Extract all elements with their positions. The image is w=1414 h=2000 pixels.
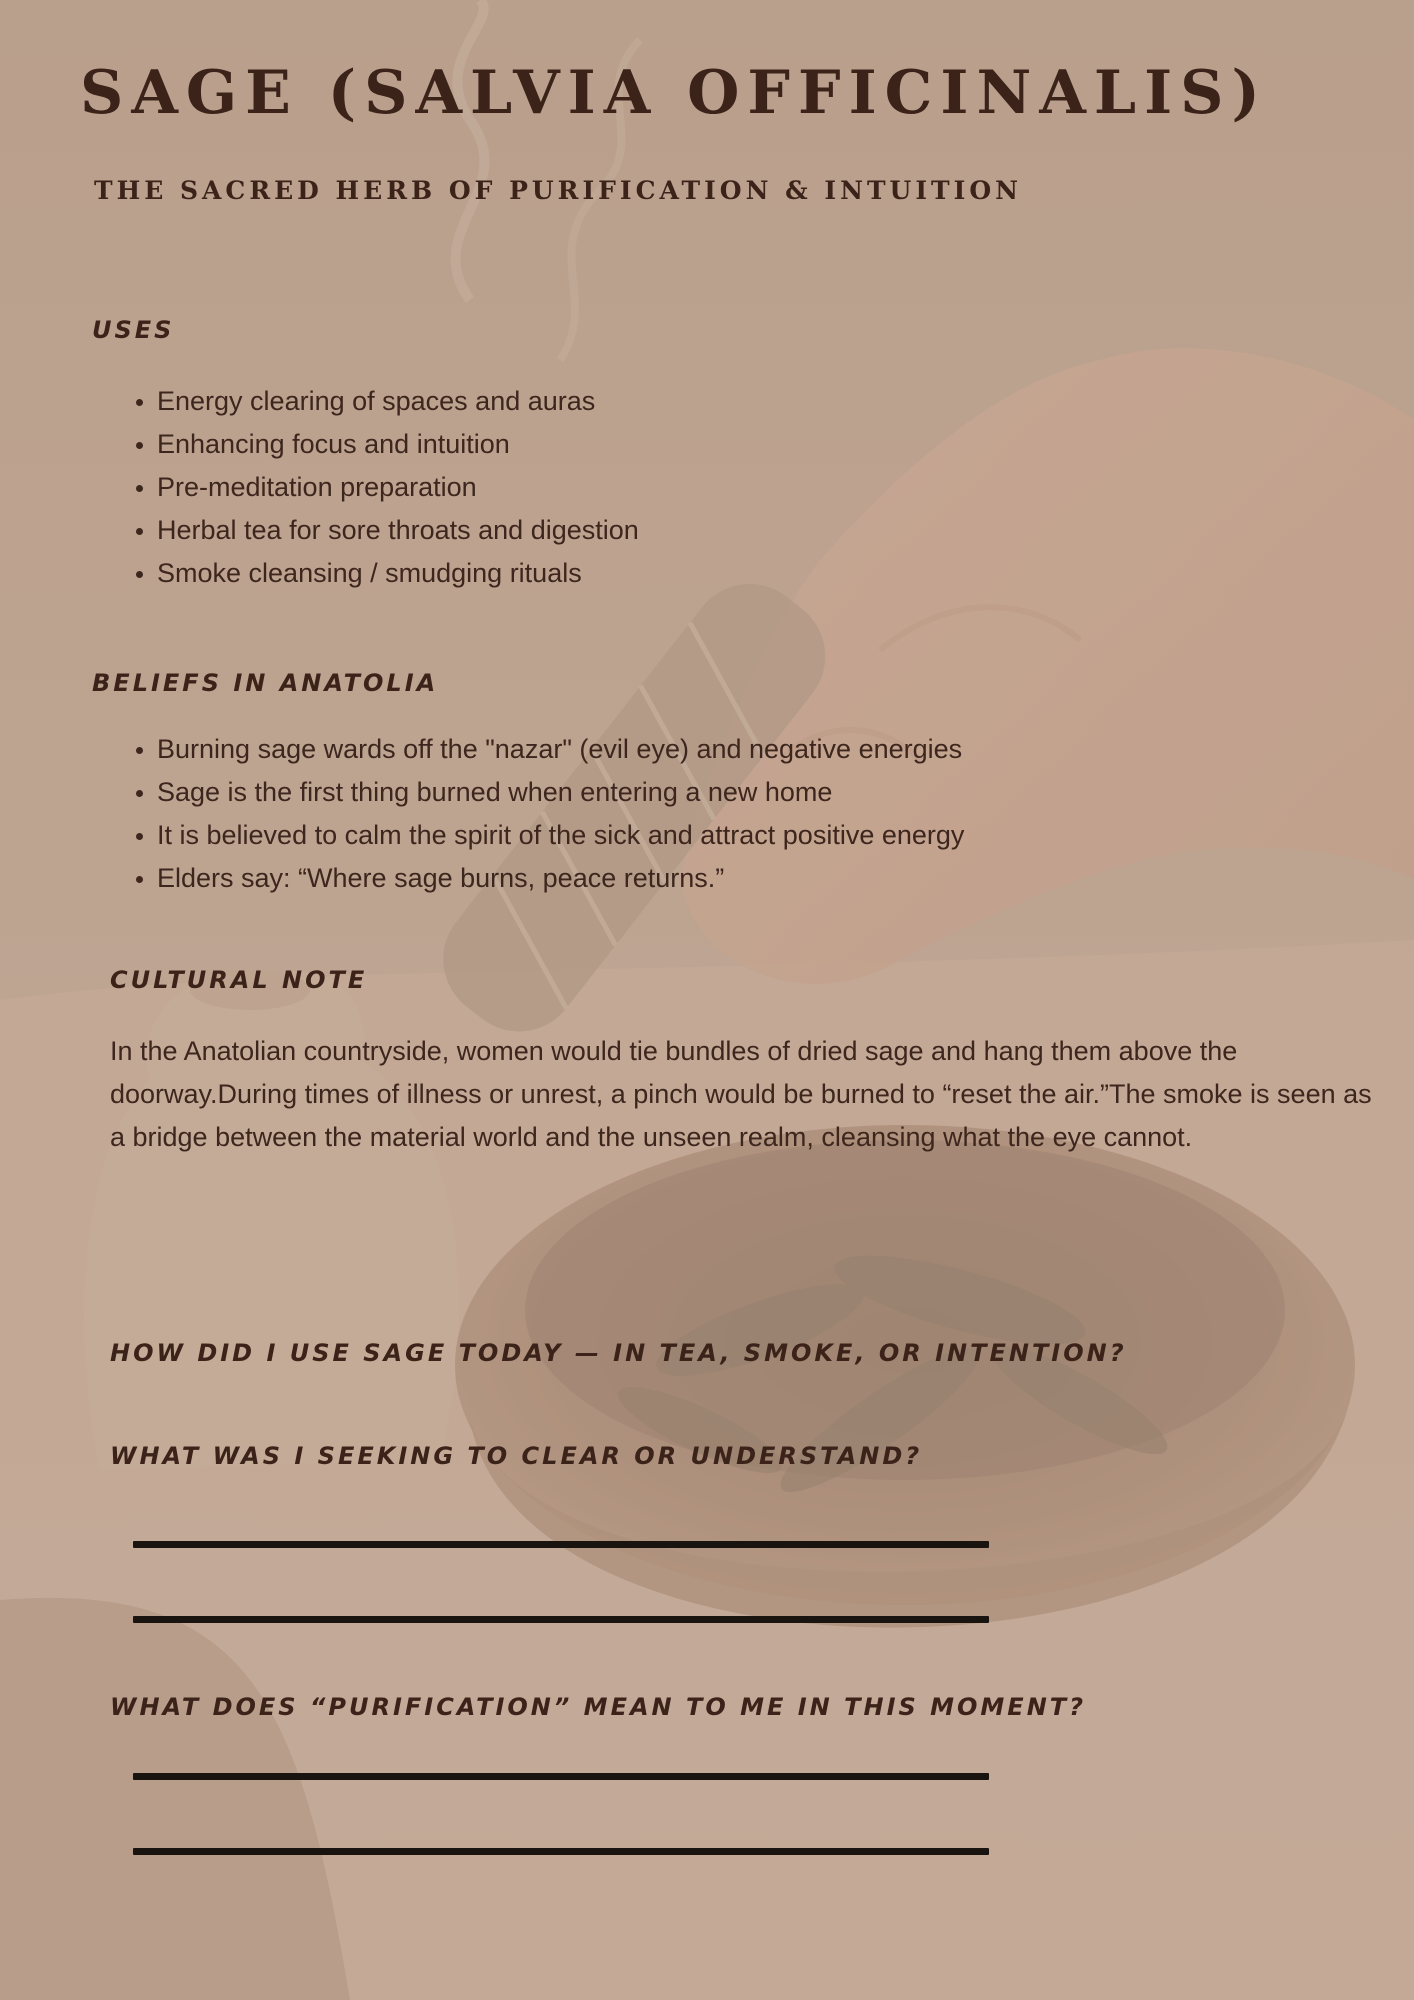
list-item: • Energy clearing of spaces and auras — [157, 380, 639, 423]
list-item: • Pre-meditation preparation — [157, 466, 639, 509]
beliefs-heading: BELIEFS IN ANATOLIA — [92, 669, 439, 697]
writing-line[interactable] — [133, 1773, 989, 1780]
list-item: • Enhancing focus and intuition — [157, 423, 639, 466]
journal-question-2: WHAT WAS I SEEKING TO CLEAR OR UNDERSTAND? — [110, 1442, 923, 1470]
cultural-note-text: In the Anatolian countryside, women would tie bundles of dried sage and hang them above the doorway.During times of illness or unrest, a pinch would be burned to “reset the air.”The smoke is seen as a bridge between the material world and the unseen realm, cleansing what the eye cannot. — [110, 1036, 1372, 1152]
uses-heading: USES — [92, 316, 175, 344]
journal-question-3: WHAT DOES “PURIFICATION” MEAN TO ME IN THIS MOMENT? — [110, 1693, 1087, 1721]
cultural-note-heading: CULTURAL NOTE — [110, 966, 368, 994]
list-item: • Smoke cleansing / smudging rituals — [157, 552, 639, 595]
uses-list — [100, 380, 639, 595]
list-item: • It is believed to calm the spirit of the sick and attract positive energy — [157, 814, 964, 857]
writing-line[interactable] — [133, 1541, 989, 1548]
journal-question-1: HOW DID I USE SAGE TODAY — IN TEA, SMOKE, OR INTENTION? — [110, 1339, 1127, 1367]
writing-line[interactable] — [133, 1616, 989, 1623]
list-item: • Burning sage wards off the "nazar" (evil eye) and negative energies — [157, 728, 964, 771]
writing-line[interactable] — [133, 1848, 989, 1855]
beliefs-list — [100, 728, 964, 900]
list-item: • Herbal tea for sore throats and digestion — [157, 509, 639, 552]
page-subtitle: THE SACRED HERB OF PURIFICATION & INTUITION — [94, 176, 1022, 205]
page-title: SAGE (SALVIA OFFICINALIS) — [80, 58, 1268, 128]
list-item: • Elders say: “Where sage burns, peace returns.” — [157, 857, 964, 900]
list-item: • Sage is the first thing burned when entering a new home — [157, 771, 964, 814]
